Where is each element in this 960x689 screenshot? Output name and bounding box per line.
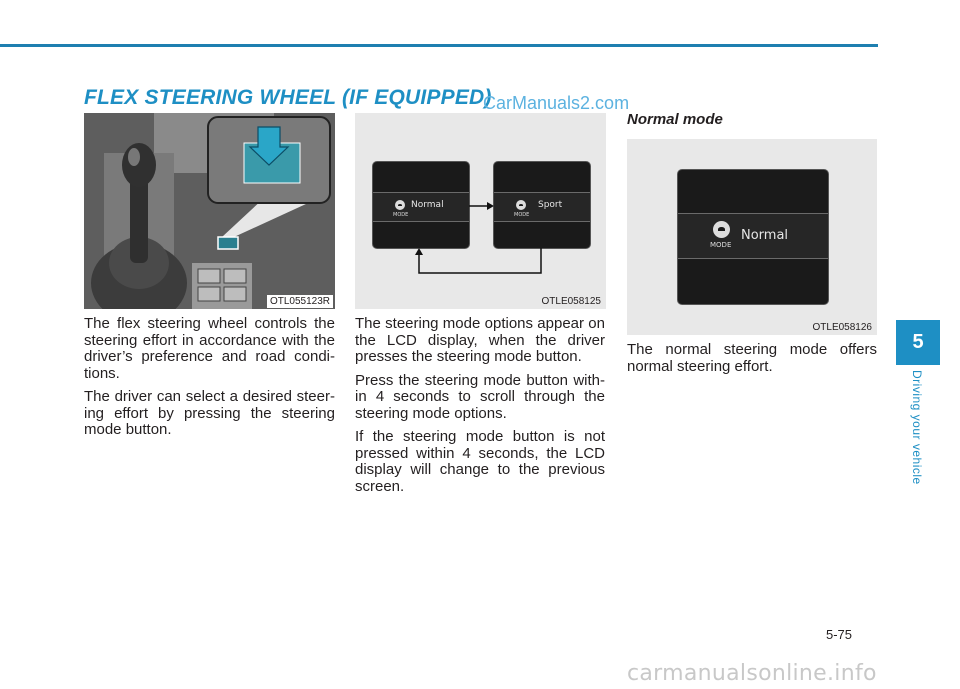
paragraph: If the steering mode button is not pressed within 4 seconds, the LCD display will change to the previous screen. (355, 428, 605, 495)
scroll-arrows (355, 113, 606, 309)
figure-normal-mode (627, 139, 877, 335)
console-illustration (84, 113, 335, 309)
column-1-text (84, 316, 335, 446)
chapter-side-label (907, 370, 927, 500)
figure-code: OTL055123R (267, 295, 333, 308)
mode-label: MODE (514, 212, 530, 218)
paragraph: The flex steering wheel controls the steering effort in accordance with the driver’s preference and road condi- tions. (84, 315, 335, 382)
steering-wheel-icon (713, 221, 730, 238)
lcd-normal-mode-screen (677, 169, 829, 305)
mode-label: MODE (393, 212, 409, 218)
section-title: FLEX STEERING WHEEL (IF EQUIPPED) (84, 86, 492, 109)
figure-mode-options (355, 113, 606, 309)
chapter-number-tab: 5 (896, 320, 940, 365)
paragraph: The steering mode options appear on the LCD display, when the driver presses the steering mode button. (355, 315, 605, 365)
sport-label: Sport (538, 200, 563, 210)
footer-watermark: carmanualsonline.info (627, 661, 877, 686)
normal-label: Normal (411, 200, 444, 210)
mode-label: MODE (710, 241, 732, 249)
paragraph: The normal steering mode offers normal steering effort. (627, 341, 877, 375)
header-rule (0, 44, 878, 47)
normal-label: Normal (741, 228, 789, 243)
figure-code: OTLE058126 (812, 322, 872, 333)
paragraph: The driver can select a desired steer- ing effort by pressing the steering mode button. (84, 388, 335, 438)
chapter-label: Driving your vehicle (910, 370, 924, 485)
column-3-text (627, 342, 877, 382)
paragraph: Press the steering mode button with- in 4 seconds to scroll through the steering mode options. (355, 371, 605, 422)
page-number: 5-75 (826, 627, 853, 642)
subheading-normal-mode: Normal mode (627, 111, 723, 128)
column-2-text (355, 316, 605, 502)
figure-code: OTLE058125 (541, 296, 601, 307)
figure-steering-mode-button (84, 113, 335, 309)
site-watermark: CarManuals2.com (483, 93, 630, 113)
